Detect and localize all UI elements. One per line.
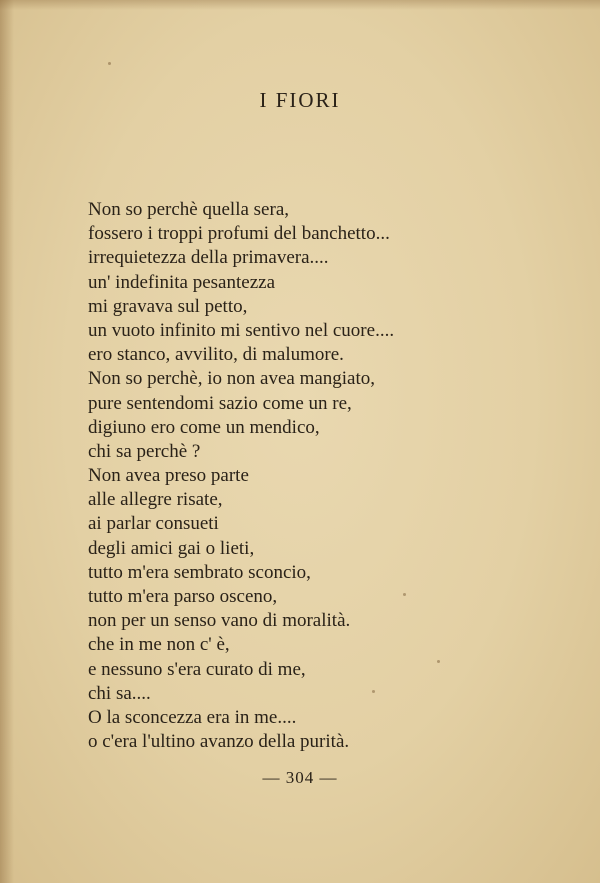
poem-line: un' indefinita pesantezza [88,271,276,293]
poem-line: non per un senso vano di moralità. [88,610,351,632]
poem-line: Non so perchè, io non avea mangiato, [88,368,376,390]
poem-line: chi sa.... [88,682,151,704]
poem-line: chi sa perchè ? [88,440,201,462]
poem-line: tutto m'era parso osceno, [88,586,278,607]
paper-speck [108,62,111,65]
poem-line: Non so perchè quella sera, [88,199,290,220]
poem-line: ai parlar consueti [88,513,219,535]
poem-line: un vuoto infinito mi sentivo nel cuore.... [88,319,395,341]
paper-speck [437,660,440,663]
poem-title: I FIORI [259,88,341,112]
page-number: — 304 — [262,768,338,787]
poem-line: ero stanco, avvilito, di malumore. [88,344,344,366]
page-edge-shadow-top [0,0,600,10]
poem-line: fossero i troppi profumi del banchetto... [88,223,390,245]
paper-speck [403,593,406,596]
poem-line: digiuno ero come un mendico, [88,416,320,438]
poem-body [88,198,394,754]
poem-line: e nessuno s'era curato di me, [88,658,306,680]
poem-line: tutto m'era sembrato sconcio, [88,561,311,583]
poem-line: alle allegre risate, [88,489,223,511]
poem-line: O la sconcezza era in me.... [88,706,297,728]
poem-line: Non avea preso parte [88,465,249,487]
poem-line: o c'era l'ultino avanzo della purità. [88,731,350,753]
poem-line: mi gravava sul petto, [88,295,248,317]
poem-line: irrequietezza della primavera.... [88,247,329,269]
page-edge-shadow-left [0,0,14,883]
poem-line: che in me non c' è, [88,634,230,656]
poem-line: pure sentendomi sazio come un re, [88,392,352,414]
poem-line: degli amici gai o lieti, [88,537,255,559]
